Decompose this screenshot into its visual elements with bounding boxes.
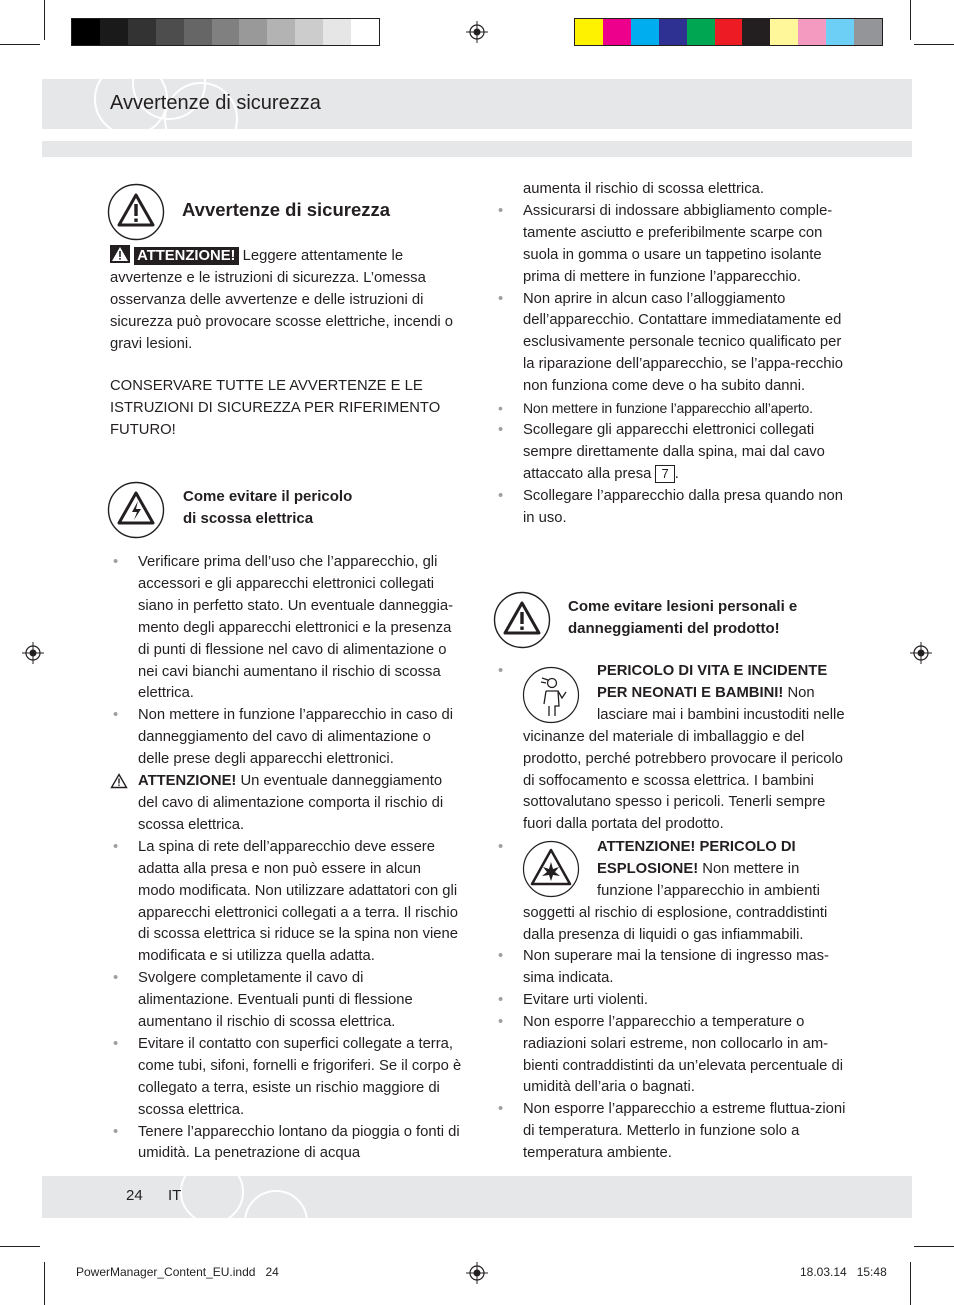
crop-mark	[0, 1246, 40, 1247]
intro-paragraph	[110, 245, 460, 356]
injury-heading-line: Come evitare lesioni personali e	[568, 598, 798, 615]
warning-triangle-icon	[493, 591, 551, 649]
bullet-dot: •	[498, 839, 504, 855]
crop-mark	[910, 1262, 911, 1305]
right-bullets-top	[495, 179, 847, 530]
crop-mark	[44, 0, 45, 40]
color-swatch	[603, 19, 631, 45]
list-item-text: La spina di rete dell’apparecchio deve essere adatta alla presa e non può essere in alcun modo modificata. Non utilizzare adattatori con gli apparecchi elettronici collegati a a terra. Il rischio di scossa elettrica si riduce se la spina non viene modificata e si utilizza quella adatta.	[138, 838, 458, 965]
list-item-text: Non superare mai la tensione di ingresso mas-sima indicata.	[523, 948, 829, 986]
color-swatch	[575, 19, 603, 45]
warning-label: ATTENZIONE!	[138, 773, 237, 790]
crop-mark	[0, 44, 40, 45]
color-swatch	[742, 19, 770, 45]
color-swatch	[72, 19, 100, 45]
list-item: • Non mettere in funzione l’apparecchio in caso di danneggiamento del cavo di alimentazione o delle prese degli apparecchi elettronici.	[113, 707, 454, 768]
list-item: • Scollegare gli apparecchi elettronici collegati sempre direttamente dalla spina, mai dal cavo attaccato alla presa 7 .	[498, 421, 825, 482]
icon-spacer	[523, 837, 597, 897]
registration-mark-icon	[22, 642, 44, 664]
registration-mark-icon	[910, 642, 932, 664]
child-warning-text: Non lasciare mai i bambini incustoditi nelle vicinanze del materiale di imballaggio e del prodotto, perché potrebbero provocare il pericolo di soffocamento e scossa elettrica. I bambini sottovalutano spesso i pericoli. Tenerli sempre fuori dalla portata del prodotto.	[523, 684, 845, 833]
list-item-text: Non esporre l’apparecchio a temperature o radiazioni solari estreme, non collocarlo in am-bienti contraddistinti da un’elevata percentuale di umidità dell’aria o bagnati.	[523, 1013, 843, 1096]
warning-item	[110, 771, 462, 837]
list-item-text: Non esporre l’apparecchio a estreme fluttua-zioni di temperatura. Metterlo in funzione solo a temperatura ambiente.	[523, 1101, 846, 1162]
list-item-text: Svolgere completamente il cavo di alimentazione. Eventuali punti di flessione aumentano il rischio di scossa elettrica.	[138, 970, 413, 1031]
explosion-warning-text: Non mettere in funzione l’apparecchio in ambienti soggetti al rischio di esplosione, contraddistinti dalla presenza di liquidi o gas infiammabili.	[523, 860, 828, 943]
color-swatch	[631, 19, 659, 45]
color-swatch	[715, 19, 743, 45]
list-item-text: Tenere l’apparecchio lontano da pioggia o fonti di umidità. La penetrazione di acqua	[138, 1123, 460, 1162]
color-swatch	[659, 19, 687, 45]
crop-mark	[910, 0, 911, 40]
subheader-band	[42, 141, 912, 157]
color-swatch	[770, 19, 798, 45]
list-item: • Evitare il contatto con superfici collegate a terra, come tubi, sifoni, fornelli e frigoriferi. Se il corpo è collegato a terra, esiste un rischio maggiore di scossa elettrica.	[113, 1035, 462, 1118]
slug-date: 18.03.14 15:48	[800, 1265, 887, 1279]
intro-text: Leggere attentamente le avvertenze e le istruzioni di sicurezza. L’omessa osservanza delle avvertenze e delle istruzioni di sicurezza può provocare scosse elettriche, incendi o gravi lesioni.	[110, 248, 453, 352]
color-swatch	[267, 19, 295, 45]
child-warning-label: PERICOLO DI VITA E INCIDENTE PER NEONATI E BAMBINI!	[597, 663, 828, 701]
list-item: • Non mettere in funzione l’apparecchio all’aperto.	[498, 400, 813, 417]
list-item: • Verificare prima dell’uso che l’apparecchio, gli accessori e gli apparecchi elettronici collegati siano in perfetto stato. Un eventuale danneggia-mento degli apparecchi elettronici e la presenza di punti di flessione nel cavo di alimentazione o nei cavi bianchi aumentano il rischio di scossa elettrica.	[113, 554, 454, 702]
list-item: • Non aprire in alcun caso l’alloggiamento dell’apparecchio. Contattare immediatamente ed esclusivamente personale tecnico qualificato per la riparazione dell’apparecchio, se l’appa-recchio non funziona come deve o ha subito danni.	[498, 290, 843, 395]
list-item: • Non esporre l’apparecchio a estreme fluttua-zioni di temperatura. Metterlo in funzione solo a temperatura ambiente.	[498, 1101, 846, 1162]
registration-mark-icon	[466, 1262, 488, 1284]
color-swatch	[351, 19, 379, 45]
page-number: 24	[126, 1187, 143, 1204]
color-swatch	[687, 19, 715, 45]
color-swatch	[323, 19, 351, 45]
registration-mark-icon	[466, 21, 488, 43]
page-title: Avvertenze di sicurezza	[110, 92, 321, 114]
color-swatch	[184, 19, 212, 45]
language-code: IT	[168, 1187, 182, 1204]
list-item-text: Non mettere in funzione l’apparecchio all’aperto.	[523, 400, 813, 417]
decorative-circle	[244, 1190, 308, 1254]
slug-filename: PowerManager_Content_EU.indd 24	[76, 1265, 279, 1279]
warning-triangle-icon	[110, 773, 128, 789]
icon-spacer	[523, 661, 597, 721]
crop-mark	[914, 44, 954, 45]
list-item: • Svolgere completamente il cavo di alimentazione. Eventuali punti di flessione aumentano il rischio di scossa elettrica.	[113, 970, 413, 1031]
injury-heading	[568, 596, 797, 640]
left-bullets	[110, 552, 462, 1165]
bullet-dot: •	[498, 663, 504, 679]
electric-shock-icon	[107, 481, 165, 539]
continuation-text: aumenta il rischio di scossa elettrica.	[523, 181, 764, 197]
shock-heading-line: di scossa elettrica	[183, 510, 314, 527]
figure-reference: 7	[655, 465, 674, 483]
shock-heading	[183, 486, 352, 530]
color-swatch	[826, 19, 854, 45]
list-item-text: Evitare il contatto con superfici collegate a terra, come tubi, sifoni, fornelli e frigoriferi. Se il corpo è collegato a terra, esiste un rischio maggiore di scossa elettrica.	[138, 1035, 462, 1118]
color-swatch	[854, 19, 882, 45]
injury-heading-line: danneggiamenti del prodotto!	[568, 620, 780, 637]
list-item-text: Assicurarsi di indossare abbigliamento comple-tamente asciutto e preferibilmente scarpe con suola in gomma o usare un tappetino isolante prima di mettere in funzione l’apparecchio.	[523, 202, 833, 285]
warning-text: Un eventuale danneggiamento del cavo di alimentazione comporta il rischio di scossa elettrica.	[138, 773, 444, 833]
color-swatch	[239, 19, 267, 45]
crop-mark	[44, 1262, 45, 1305]
shock-heading-line: Come evitare il pericolo	[183, 488, 353, 505]
list-item: • La spina di rete dell’apparecchio deve essere adatta alla presa e non può essere in alcun modo modificata. Non utilizzare adattatori con gli apparecchi elettronici collegati a a terra. Il rischio di scossa elettrica si riduce se la spina non viene modificata e si utilizza quella adatta.	[113, 838, 458, 965]
crop-mark	[914, 1246, 954, 1247]
process-color-bar	[574, 18, 883, 46]
color-swatch	[212, 19, 240, 45]
section-title: Avvertenze di sicurezza	[182, 199, 391, 220]
warning-triangle-icon	[107, 183, 165, 241]
list-item-text: Verificare prima dell’uso che l’apparecchio, gli accessori e gli apparecchi elettronici collegati siano in perfetto stato. Un eventuale danneggia-mento degli apparecchi elettronici e la presenza di punti di flessione nel cavo di alimentazione o nei cavi bianchi aumentano il rischio di scossa elettrica.	[138, 554, 454, 702]
list-item: • Non esporre l’apparecchio a temperature o radiazioni solari estreme, non collocarlo in am-bienti contraddistinti da un’elevata percentuale di umidità dell’aria o bagnati.	[498, 1013, 843, 1096]
color-swatch	[295, 19, 323, 45]
attention-label: ATTENZIONE!	[134, 247, 238, 265]
list-item-text: Scollegare l’apparecchio dalla presa quando non in uso.	[523, 487, 844, 526]
list-item: • Non superare mai la tensione di ingresso mas-sima indicata.	[498, 948, 829, 986]
right-bullets-bottom	[495, 946, 847, 1165]
explosion-warning	[523, 837, 847, 947]
list-item-text: Non mettere in funzione l’apparecchio in caso di danneggiamento del cavo di alimentazione o delle prese degli apparecchi elettronici.	[138, 707, 454, 768]
color-swatch	[156, 19, 184, 45]
list-item: • Scollegare l’apparecchio dalla presa quando non in uso.	[498, 487, 844, 526]
child-warning	[523, 661, 847, 836]
explosion-warning-label: ATTENZIONE! PERICOLO DI ESPLOSIONE!	[597, 839, 796, 877]
warning-triangle-icon	[110, 245, 130, 263]
punctuation: .	[674, 465, 679, 482]
list-item-text: Scollegare gli apparecchi elettronici collegati sempre direttamente dalla spina, mai dal cavo attaccato alla presa	[523, 421, 825, 482]
color-swatch	[798, 19, 826, 45]
color-swatch	[128, 19, 156, 45]
list-item: • Assicurarsi di indossare abbigliamento comple-tamente asciutto e preferibilmente scarpe con suola in gomma o usare un tappetino isolante prima di mettere in funzione l’apparecchio.	[498, 202, 833, 285]
list-item: • Evitare urti violenti.	[498, 991, 649, 1008]
keep-notice: CONSERVARE TUTTE LE AVVERTENZE E LE ISTRUZIONI DI SICUREZZA PER RIFERIMENTO FUTURO!	[110, 378, 441, 438]
list-item-text: Evitare urti violenti.	[523, 991, 649, 1008]
decorative-circle	[180, 1160, 244, 1224]
list-item-text: Non aprire in alcun caso l’alloggiamento dell’apparecchio. Contattare immediatamente ed esclusivamente personale tecnico qualificato per la riparazione dell’apparecchio, se l’appa-recchio non funziona come deve o ha subito danni.	[523, 290, 843, 395]
gray-color-bar	[71, 18, 380, 46]
color-swatch	[100, 19, 128, 45]
list-item: • Tenere l’apparecchio lontano da pioggia o fonti di umidità. La penetrazione di acqua	[113, 1123, 460, 1162]
